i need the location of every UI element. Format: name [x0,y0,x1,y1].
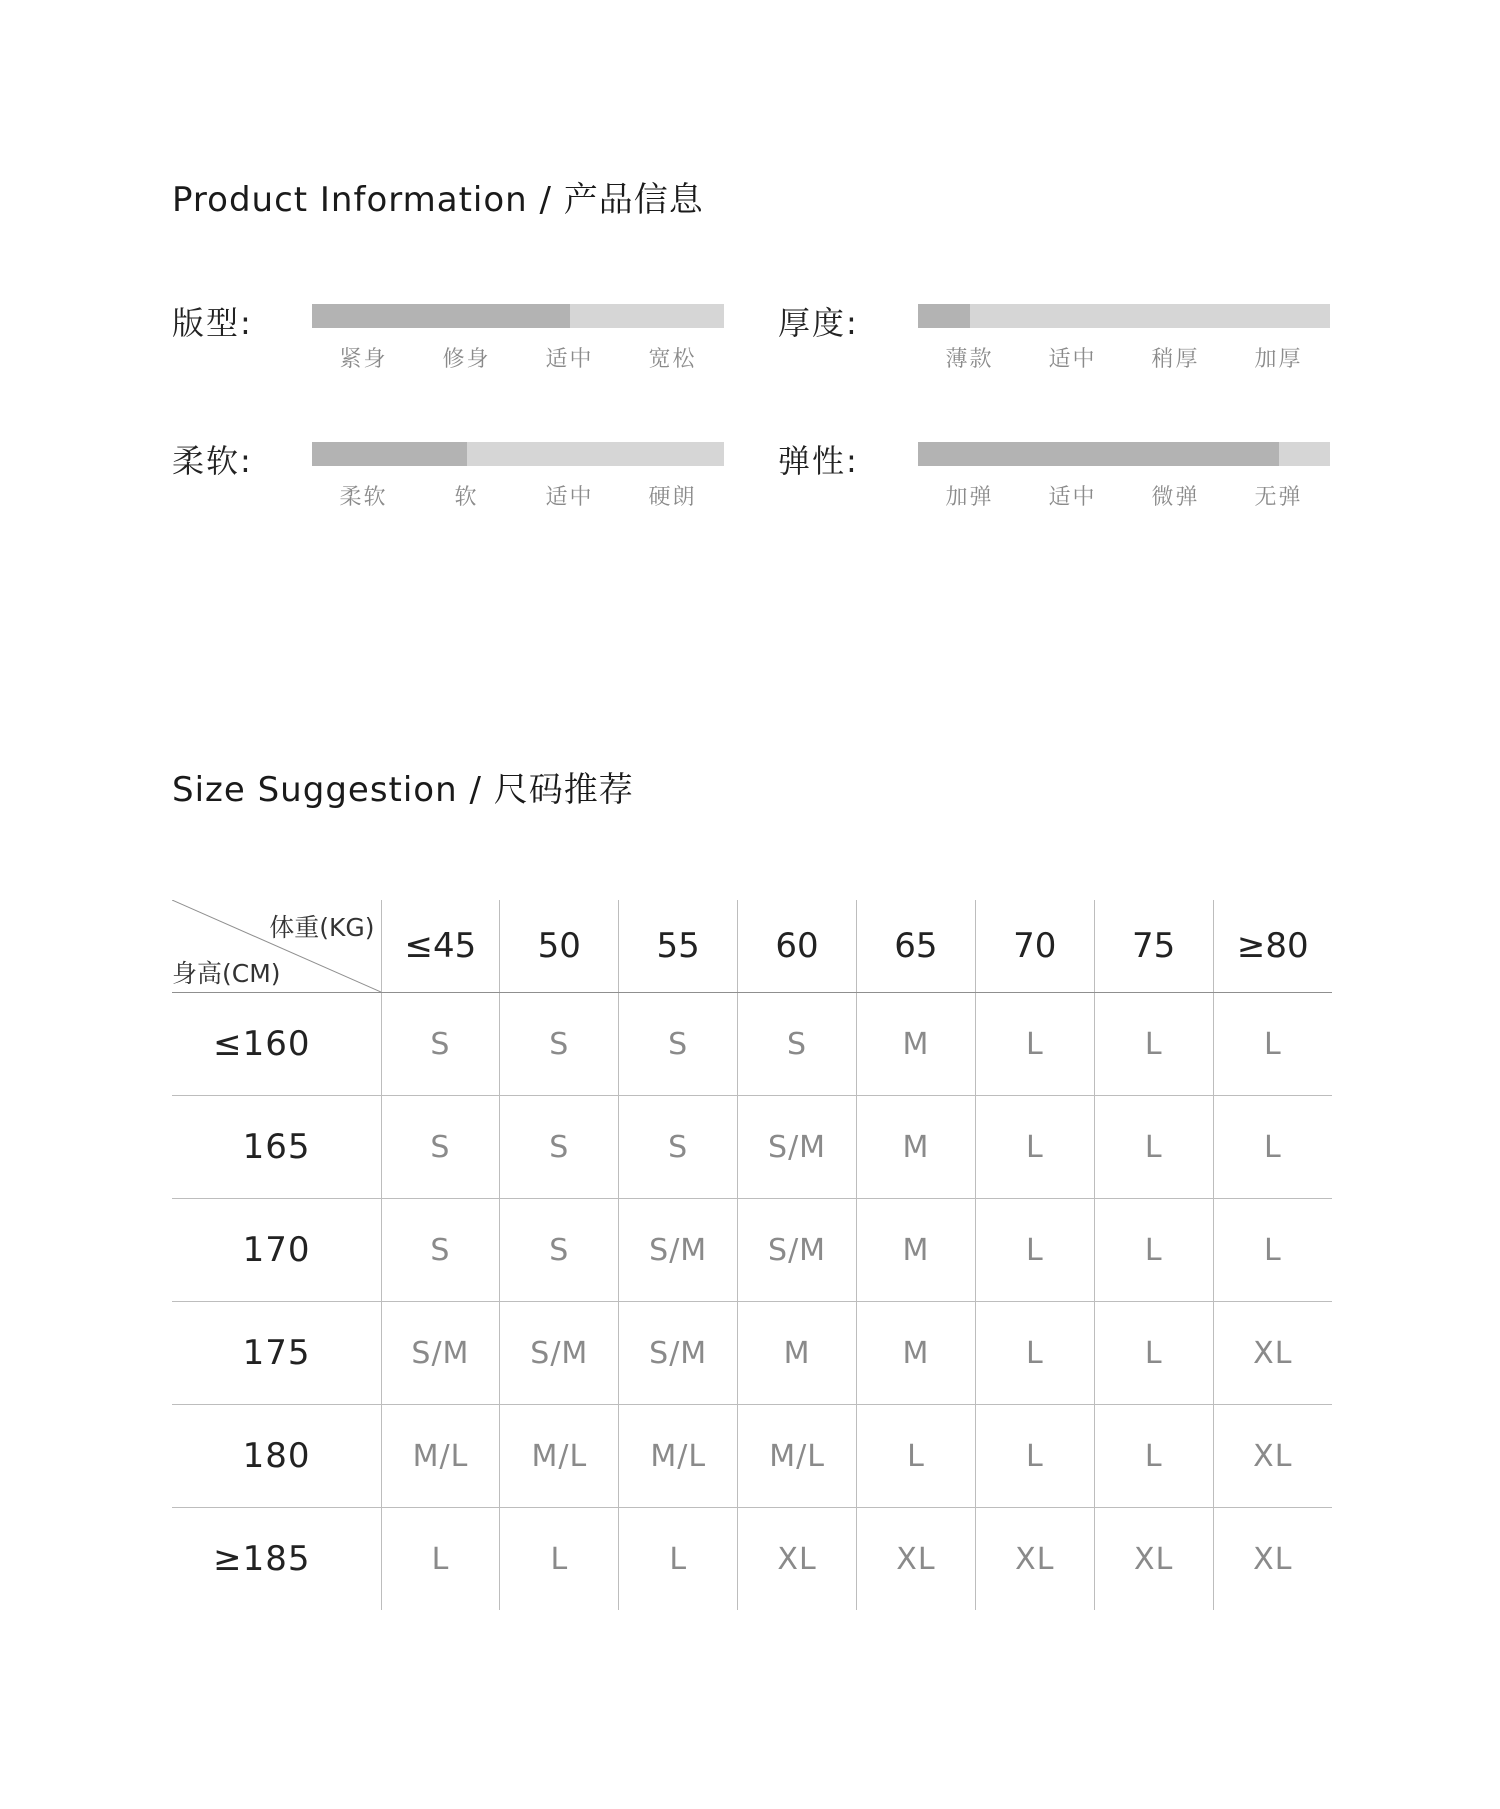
size-cell: S [619,1096,738,1199]
attribute-option: 加厚 [1254,347,1303,372]
attribute-fit [172,298,772,408]
size-cell: M/L [381,1405,500,1508]
height-label: ≤160 [172,993,381,1096]
size-cell: L [975,1302,1094,1405]
size-cell: L [500,1508,619,1611]
attribute-option: 软 [454,485,479,510]
height-label: 165 [172,1096,381,1199]
attribute-options [918,480,1330,511]
size-cell: M [857,1096,976,1199]
attribute-option: 适中 [545,347,594,372]
attribute-level-fill [918,304,970,328]
size-cell: L [1094,1405,1213,1508]
table-row [172,1096,1332,1199]
size-cell: L [1094,1302,1213,1405]
attribute-level-fill [312,442,467,466]
size-cell: M [857,1199,976,1302]
size-cell: L [1094,1096,1213,1199]
size-cell: XL [1213,1302,1332,1405]
attribute-track [918,442,1330,466]
size-cell: S/M [619,1302,738,1405]
attribute-option: 薄款 [945,347,994,372]
attribute-label: 弹性: [778,442,859,480]
size-cell: S [381,1199,500,1302]
size-cell: S/M [500,1302,619,1405]
attribute-option: 适中 [545,485,594,510]
attribute-options [312,342,724,373]
size-cell: S/M [619,1199,738,1302]
size-cell: S [381,993,500,1096]
weight-header: 65 [857,900,976,993]
size-cell: XL [975,1508,1094,1611]
size-cell: S [381,1096,500,1199]
attribute-option: 无弹 [1254,485,1303,510]
size-cell: S [738,993,857,1096]
height-axis-label: 身高(CM) [172,959,281,988]
product-info-title: Product Information / 产品信息 [172,180,704,220]
size-cell: S [500,1199,619,1302]
attribute-level-fill [918,442,1279,466]
size-cell: S/M [381,1302,500,1405]
attribute-softness [172,436,772,546]
attribute-option: 适中 [1048,485,1097,510]
height-label: 170 [172,1199,381,1302]
size-cell: XL [1213,1405,1332,1508]
size-cell: L [1213,1096,1332,1199]
size-cell: L [1213,993,1332,1096]
height-label: 180 [172,1405,381,1508]
table-row [172,1508,1332,1611]
weight-header-row [172,900,1332,993]
attribute-option: 柔软 [339,485,388,510]
attribute-track [918,304,1330,328]
attribute-option: 硬朗 [648,485,697,510]
attribute-options [918,342,1330,373]
size-cell: L [381,1508,500,1611]
size-cell: M [857,993,976,1096]
size-cell: M/L [500,1405,619,1508]
table-row [172,1302,1332,1405]
size-cell: L [619,1508,738,1611]
size-cell: L [1094,1199,1213,1302]
table-row [172,993,1332,1096]
attribute-thickness [778,298,1378,408]
size-cell: M/L [619,1405,738,1508]
size-cell: M [738,1302,857,1405]
weight-header: ≥80 [1213,900,1332,993]
attribute-label: 版型: [172,304,253,342]
weight-header: 55 [619,900,738,993]
attribute-option: 微弹 [1151,485,1200,510]
weight-header: 50 [500,900,619,993]
size-cell: L [1094,993,1213,1096]
table-row [172,1199,1332,1302]
attribute-label: 柔软: [172,442,253,480]
size-cell: S/M [738,1199,857,1302]
weight-header: 70 [975,900,1094,993]
weight-header: 60 [738,900,857,993]
size-cell: S [500,1096,619,1199]
size-cell: XL [1213,1508,1332,1611]
attribute-option: 修身 [442,347,491,372]
weight-header: ≤45 [381,900,500,993]
attribute-option: 适中 [1048,347,1097,372]
size-cell: L [1213,1199,1332,1302]
size-cell: L [975,1405,1094,1508]
attribute-label: 厚度: [778,304,859,342]
size-cell: L [975,1199,1094,1302]
size-cell: M/L [738,1405,857,1508]
attribute-option: 加弹 [945,485,994,510]
size-cell: S [500,993,619,1096]
attribute-option: 宽松 [648,347,697,372]
attribute-level-fill [312,304,570,328]
weight-axis-label: 体重(KG) [269,913,375,942]
size-cell: S/M [738,1096,857,1199]
size-cell: M [857,1302,976,1405]
size-cell: XL [738,1508,857,1611]
attribute-options [312,480,724,511]
size-table [172,900,1332,1610]
table-corner-cell [172,900,381,993]
attribute-option: 紧身 [339,347,388,372]
height-label: 175 [172,1302,381,1405]
size-suggestion-title: Size Suggestion / 尺码推荐 [172,770,634,810]
attribute-option: 稍厚 [1151,347,1200,372]
size-cell: XL [1094,1508,1213,1611]
size-cell: L [857,1405,976,1508]
table-row [172,1405,1332,1508]
attribute-elasticity [778,436,1378,546]
size-cell: XL [857,1508,976,1611]
size-cell: S [619,993,738,1096]
attribute-track [312,304,724,328]
size-cell: L [975,993,1094,1096]
weight-header: 75 [1094,900,1213,993]
size-cell: L [975,1096,1094,1199]
height-label: ≥185 [213,1539,311,1579]
attribute-track [312,442,724,466]
